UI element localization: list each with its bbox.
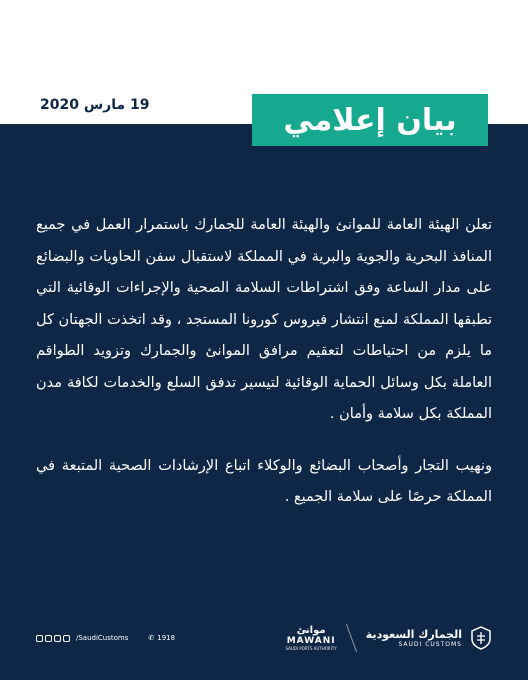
facebook-icon[interactable]	[36, 635, 43, 642]
mawani-logo	[286, 625, 337, 651]
instagram-icon[interactable]	[54, 635, 61, 642]
page-title: بيان إعلامي	[283, 102, 457, 138]
mawani-logo-english: MAWANI	[286, 636, 336, 646]
date-label: 19 مارس 2020	[40, 97, 150, 113]
title-banner	[252, 94, 488, 146]
mawani-logo-subtitle: SAUDI PORTS AUTHORITY	[285, 646, 337, 651]
saudi-customs-logo	[366, 626, 492, 650]
customs-logo-english: SAUDI CUSTOMS	[398, 640, 462, 648]
phone-icon: ✆	[148, 634, 155, 642]
phone-number: 1918	[157, 634, 176, 642]
twitter-icon[interactable]	[45, 635, 52, 642]
paragraph-2: ونهيب التجار وأصحاب البضائع والوكلاء اتباع الإرشادات الصحية المتبعة في المملكة حرصًا على سلامة الجميع .	[36, 457, 492, 505]
statement-body	[36, 210, 492, 534]
phone-contact[interactable]	[148, 634, 175, 642]
logo-divider	[346, 624, 357, 653]
paragraph-1: تعلن الهيئة العامة للموانئ والهيئة العامة للجمارك باستمرار العمل في جميع المنافذ البحرية والجوية والبرية في المملكة لاستقبال سفن الحاويات والبضائع على مدار الساعة وفق اشتراطات السلامة الصحية والإجراءات الوقائية التي تطبقها المملكة لمنع انتشار فيروس كورونا المستجد ، وقد اتخذت الجهتان كل ما يلزم من احتياطات لتعقيم مرافق الموانئ والجمارك وتزويد الطواقم العاملة بكل وسائل الحماية الوقائية لتيسير تدفق السلع والخدمات لكافة مدن المملكة بكل سلامة وأمان .	[36, 217, 492, 422]
customs-logo-text	[366, 628, 462, 649]
youtube-icon[interactable]	[63, 635, 70, 642]
footer	[36, 618, 492, 658]
social-handle[interactable]: /SaudiCustoms	[76, 634, 129, 642]
partner-logos	[286, 623, 492, 653]
social-links	[36, 634, 175, 642]
customs-logo-arabic: الجمارك السعودية	[365, 627, 462, 641]
social-icons	[36, 635, 70, 642]
customs-emblem-icon	[470, 626, 492, 650]
mawani-logo-arabic: موانئ	[296, 625, 326, 636]
